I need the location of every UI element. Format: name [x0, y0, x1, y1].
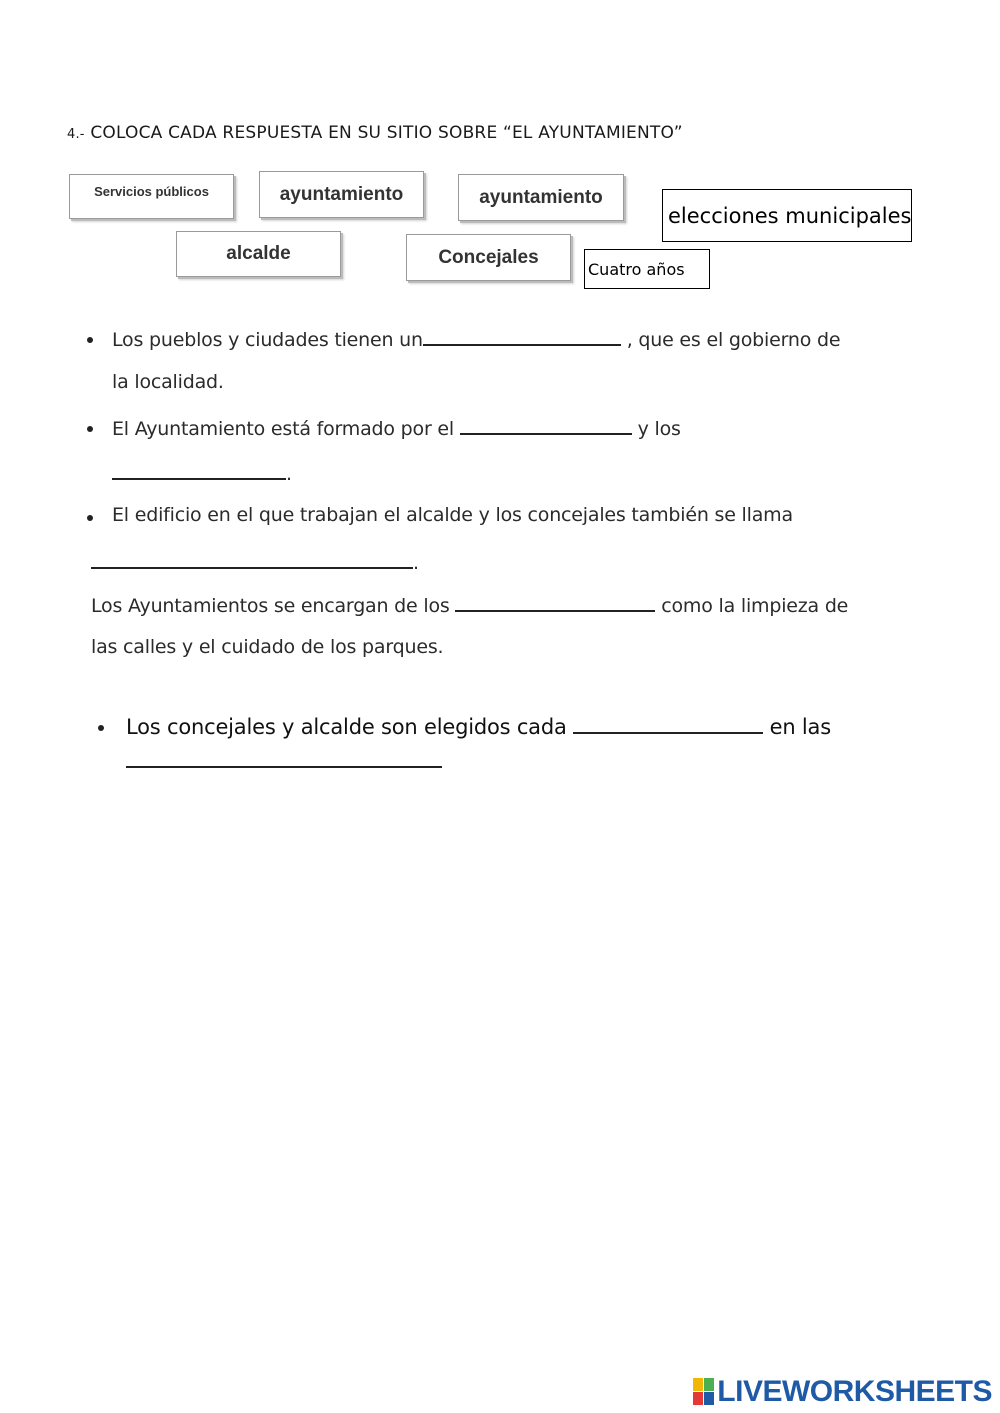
word-tile-concejales[interactable]	[406, 234, 571, 281]
word-tile-elecciones-municipales[interactable]	[662, 189, 912, 242]
paragraph-4-line-2: las calles y el cuidado de los parques.	[91, 636, 444, 658]
sentence-3-end: .	[413, 552, 419, 574]
word-tile-label: ayuntamiento	[279, 183, 404, 205]
bullet-5	[98, 725, 104, 731]
word-tile-ayuntamiento-1[interactable]	[259, 171, 424, 218]
exercise-instruction: COLOCA CADA RESPUESTA EN SU SITIO SOBRE “EL AYUNTAMIENTO”	[90, 123, 683, 143]
sentence-1-text-before: Los pueblos y ciudades tienen un	[112, 329, 423, 351]
paragraph-4	[91, 592, 848, 617]
bullet-3	[87, 515, 93, 521]
word-tile-alcalde[interactable]	[176, 231, 341, 277]
sentence-3-line-2	[91, 549, 419, 574]
sentence-2-text-before: El Ayuntamiento está formado por el	[112, 418, 460, 440]
paragraph-4-text-before: Los Ayuntamientos se encargan de los	[91, 595, 456, 617]
sentence-2-text-after: y los	[631, 418, 681, 440]
word-tile-label: elecciones municipales	[668, 203, 912, 228]
blank-3[interactable]	[112, 460, 286, 480]
word-tile-label: Concejales	[438, 246, 539, 268]
logo-icon	[693, 1378, 715, 1406]
bullet-1	[87, 337, 93, 343]
word-tile-label: alcalde	[226, 243, 291, 264]
word-tile-servicios-publicos[interactable]	[69, 174, 234, 219]
sentence-3: El edificio en el que trabajan el alcalde y los concejales también se llama	[112, 504, 793, 526]
blank-7[interactable]	[126, 766, 442, 768]
sentence-1-line-2: la localidad.	[112, 371, 224, 393]
exercise-number: 4.-	[67, 127, 85, 142]
sentence-5-text-before: Los concejales y alcalde son elegidos cada	[126, 715, 574, 739]
blank-1[interactable]	[423, 326, 621, 346]
sentence-1-text-after: , que es el gobierno de	[620, 329, 841, 351]
word-tile-label: ayuntamiento	[479, 186, 603, 208]
liveworksheets-logo	[693, 1375, 992, 1409]
blank-5[interactable]	[455, 592, 655, 612]
sentence-2-line-2	[112, 460, 292, 485]
sentence-2-end: .	[286, 463, 292, 485]
blank-2[interactable]	[460, 415, 632, 435]
word-tile-ayuntamiento-2[interactable]	[458, 174, 624, 221]
paragraph-4-text-after: como la limpieza de	[655, 595, 849, 617]
word-tile-label: Cuatro años	[588, 259, 685, 279]
sentence-5-text-after: en las	[763, 715, 831, 739]
sentence-2	[112, 415, 681, 440]
blank-6[interactable]	[573, 712, 763, 734]
bullet-2	[87, 426, 93, 432]
blank-4[interactable]	[91, 549, 413, 569]
word-tile-label: Servicios públicos	[94, 184, 209, 199]
exercise-heading	[67, 123, 683, 143]
logo-text: LIVEWORKSHEETS	[717, 1375, 992, 1408]
word-tile-cuatro-anos[interactable]	[584, 249, 710, 289]
sentence-1	[112, 326, 840, 351]
sentence-5	[126, 712, 831, 739]
